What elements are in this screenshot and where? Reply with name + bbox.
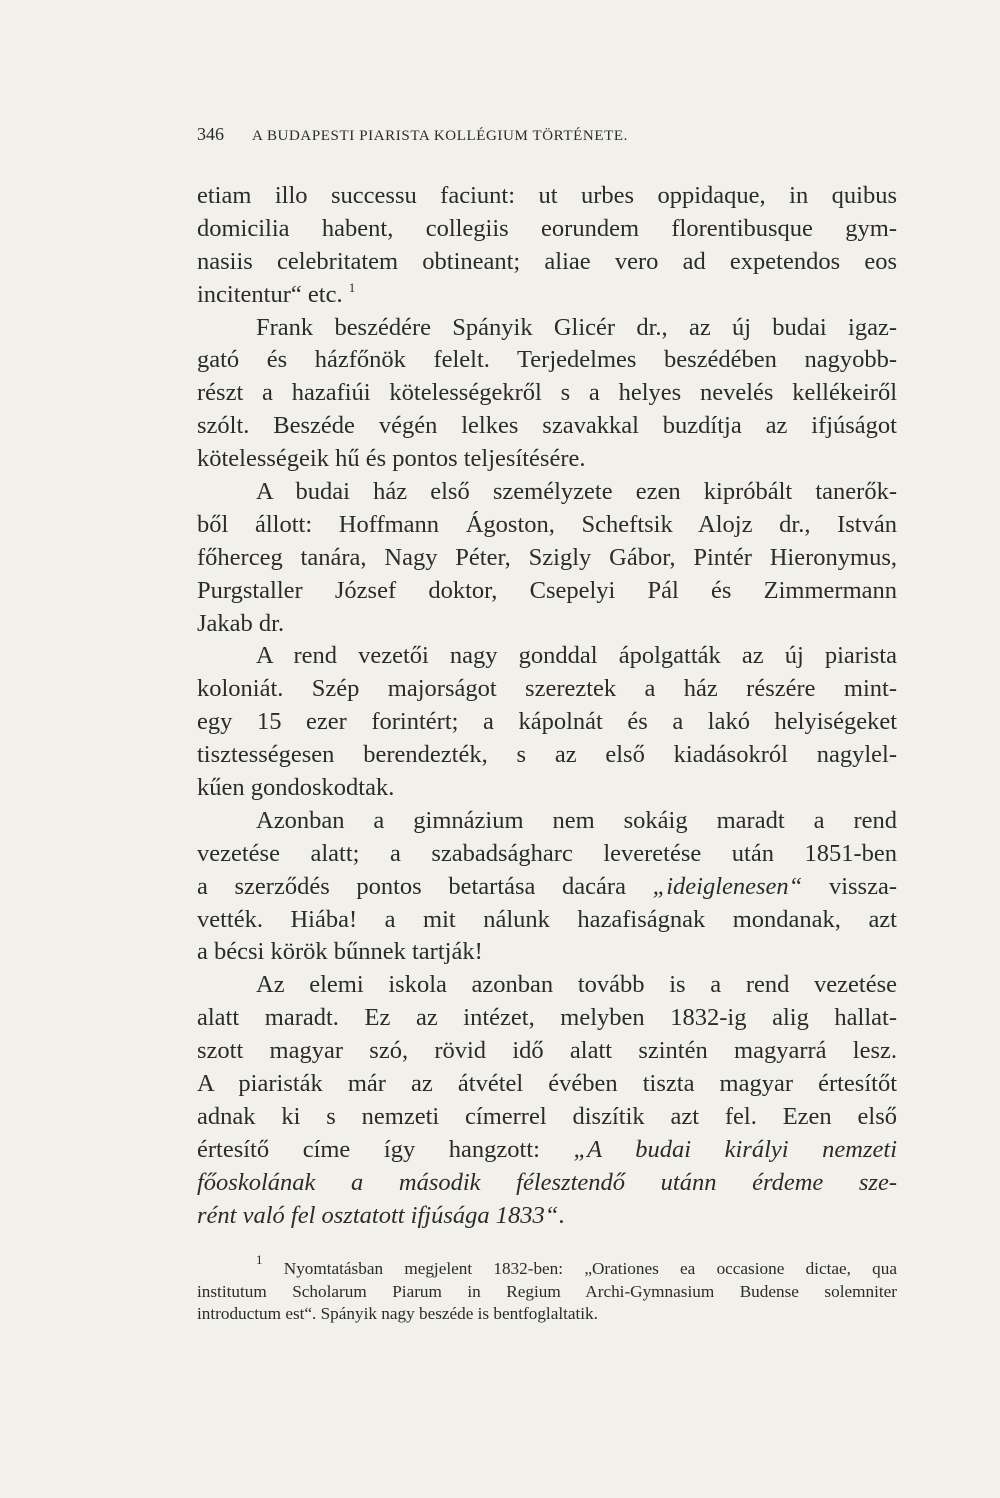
text-fragment: incitentur“ etc. <box>197 280 343 308</box>
text-line: domicilia habent, collegiis eorundem florentibusque gym- <box>197 214 897 242</box>
text-line: koloniát. Szép majorságot szereztek a ház részére mint- <box>197 675 897 703</box>
text-fragment: vissza- <box>802 872 897 900</box>
text-line: főherceg tanára, Nagy Péter, Szigly Gábor, Pintér Hieronymus, <box>197 543 897 571</box>
text-line: adnak ki s nemzeti címerrel diszítik azt fel. Ezen első <box>197 1102 897 1130</box>
text-line: vezetése alatt; a szabadságharc leveretése után 1851-ben <box>197 839 897 867</box>
italic-phrase: „A budai királyi nemzeti <box>573 1135 897 1163</box>
text-line: főoskolának a második félesztendő utánn érdeme sze- <box>197 1168 897 1196</box>
text-line: Az elemi iskola azonban tovább is a rend vezetése <box>256 971 897 999</box>
text-line: szott magyar szó, rövid idő alatt szintén magyarrá lesz. <box>197 1037 897 1065</box>
text-line <box>197 1134 897 1167</box>
text-fragment: . <box>558 1201 565 1229</box>
text-line: tisztességesen berendezték, s az első kiadásokról nagylel- <box>197 741 897 769</box>
text-line: Azonban a gimnázium nem sokáig maradt a rend <box>256 806 897 834</box>
text-fragment: a szerződés pontos betartása dacára <box>197 872 653 900</box>
main-text <box>197 180 897 1233</box>
footnote-reference: 1 <box>348 279 356 295</box>
footnote-line: introductum est“. Spányik nagy beszéde is bentfoglaltatik. <box>197 1304 598 1324</box>
text-line: Jakab dr. <box>197 609 285 637</box>
text-line <box>197 279 897 312</box>
text-line: a bécsi körök bűnnek tartják! <box>197 938 483 966</box>
text-line: nasiis celebritatem obtineant; aliae vero ad expetendos eos <box>197 247 897 275</box>
text-line <box>197 871 897 904</box>
text-line: kötelességeik hű és pontos teljesítésére. <box>197 445 586 473</box>
text-line: Frank beszédére Spányik Glicér dr., az új budai igaz- <box>256 313 897 341</box>
text-line: Purgstaller József doktor, Csepelyi Pál és Zimmermann <box>197 576 897 604</box>
running-title: A BUDAPESTI PIARISTA KOLLÉGIUM TÖRTÉNETE. <box>252 128 628 144</box>
text-line: kűen gondoskodtak. <box>197 774 395 802</box>
footnote <box>197 1252 898 1326</box>
text-line: ből állott: Hoffmann Ágoston, Scheftsik Alojz dr., István <box>197 510 897 538</box>
text-line: szólt. Beszéde végén lelkes szavakkal buzdítja az ifjúságot <box>197 412 897 440</box>
footnote-marker: 1 <box>256 1252 263 1267</box>
italic-phrase: rént való fel osztatott ifjúsága 1833“ <box>197 1201 559 1229</box>
running-header <box>197 124 897 145</box>
text-fragment: Nyomtatásban megjelent 1832-ben: „Orationes ea occasione dictae, qua <box>283 1259 898 1278</box>
page-number: 346 <box>197 124 224 144</box>
text-line: etiam illo successu faciunt: ut urbes oppidaque, in quibus <box>197 182 897 209</box>
footnote-line <box>197 1252 898 1281</box>
text-line: A piaristák már az átvétel évében tiszta magyar értesítőt <box>197 1070 897 1098</box>
text-line: vették. Hiába! a mit nálunk hazafiságnak mondanak, azt <box>197 905 897 933</box>
text-line: gató és házfőnök felelt. Terjedelmes beszédében nagyobb- <box>197 346 897 374</box>
italic-phrase: „ideiglenesen“ <box>652 872 803 900</box>
text-line: részt a hazafiúi kötelességekről s a helyes nevelés kellékeiről <box>197 379 897 407</box>
text-line: A budai ház első személyzete ezen kipróbált tanerők- <box>256 478 897 506</box>
text-line: A rend vezetői nagy gonddal ápolgatták az új piarista <box>256 642 897 670</box>
text-line <box>197 1200 897 1233</box>
text-line: alatt maradt. Ez az intézet, melyben 1832-ig alig hallat- <box>197 1004 897 1032</box>
text-fragment: értesítő címe így hangzott: <box>197 1135 574 1163</box>
text-line: egy 15 ezer forintért; a kápolnát és a lakó helyiségeket <box>197 708 897 736</box>
footnote-line: institutum Scholarum Piarum in Regium Archi-Gymnasium Budense solemniter <box>197 1281 897 1301</box>
